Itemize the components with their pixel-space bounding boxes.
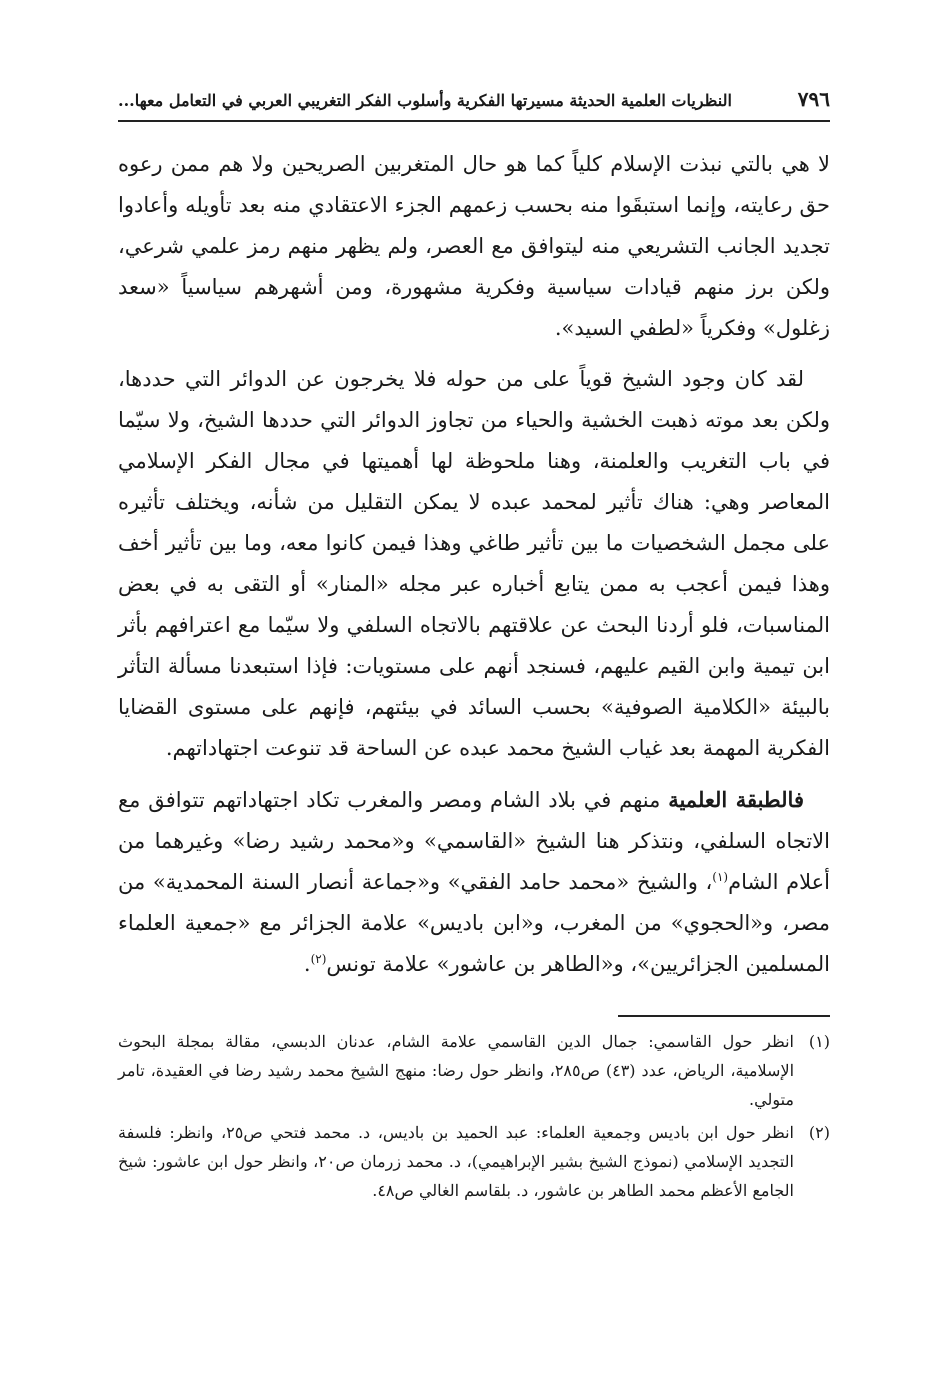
- footnote-ref-2[interactable]: (٢): [310, 952, 327, 966]
- running-title: النظريات العلمية الحديثة مسيرتها الفكرية وأسلوب الفكر التغريبي العربي في التعامل معها...: [118, 91, 732, 110]
- footnote-2: [118, 1118, 830, 1205]
- footnote-number: (١): [808, 1032, 830, 1051]
- paragraph-3: [118, 779, 830, 985]
- book-page: [118, 84, 830, 1209]
- paragraph-1: لا هي بالتي نبذت الإسلام كلياً كما هو حال المتغربين الصريحين ولا هم ممن رعوه حق رعايته، وإنما استبقَوا منه بحسب زعمهم الجزء الاعتقادي منه بعد تأويله وأعادوا تجديد الجانب التشريعي منه ليتوافق مع العصر، ولم يظهر منهم رمز علمي شرعي، ولكن برز منهم قيادات سياسية وفكرية مشهورة، ومن أشهرهم سياسياً «سعد زغلول» وفكرياً «لطفي السيد».: [118, 152, 830, 340]
- paragraph-3-bold-lead: فالطبقة العلمية: [668, 787, 804, 812]
- footnote-1: [118, 1027, 830, 1114]
- footnote-text: انظر حول ابن باديس وجمعية العلماء: عبد الحميد بن باديس، د. محمد فتحي ص٢٥، وانظر: فلسفة التجديد الإسلامي (نموذج الشيخ بشير الإبراهيمي)، د. محمد زرمان ص٢٠، وانظر حول ابن عاشور: شيخ الجامع الأعظم محمد الطاهر بن عاشور، د. بلقاسم الغالي ص٤٨.: [118, 1123, 794, 1200]
- paragraph-2: لقد كان وجود الشيخ قوياً على من حوله فلا يخرجون عن الدوائر التي حددها، ولكن بعد موته ذهبت الخشية والحياء من تجاوز الدوائر التي حددها الشيخ، ولا سيّما في باب التغريب والعلمنة، وهنا ملحوظة لها أهميتها في مجال الفكر الإسلامي المعاصر وهي: هناك تأثير لمحمد عبده لا يمكن التقليل من شأنه، ويختلف تأثيره على مجمل الشخصيات ما بين تأثير طاغي وهذا فيمن كانوا معه، وما بين تأثير أخف وهذا فيمن أعجب به ممن يتابع أخباره عبر مجله «المنار» أو التقى به في بعض المناسبات، فلو أردنا البحث عن علاقتهم بالاتجاه السلفي ولا سيّما مع اعترافهم بأثر ابن تيمية وابن القيم عليهم، فسنجد أنهم على مستويات: فإذا استبعدنا مسألة التأثر بالبيئة «الكلامية الصوفية» بحسب السائد في بيئتهم، فإنهم على مستوى القضايا الفكرية المهمة بعد غياب الشيخ محمد عبده عن الساحة قد تنوعت اجتهاداتهم.: [118, 367, 830, 760]
- footnote-ref-1[interactable]: (١): [712, 870, 729, 884]
- paragraph-3-end: .: [303, 952, 311, 976]
- running-header: [118, 84, 830, 122]
- footnotes: [118, 1027, 830, 1205]
- main-text: [118, 144, 830, 985]
- footnote-number: (٢): [808, 1123, 830, 1142]
- footnote-separator: [618, 1015, 830, 1017]
- footnote-text: انظر حول القاسمي: جمال الدين القاسمي علامة الشام، عدنان الدبسي، مقالة بمجلة البحوث الإسلامية، الرياض، عدد (٤٣) ص٢٨٥، وانظر حول رضا: منهج الشيخ محمد رشيد رضا في العقيدة، تامر متولي.: [118, 1032, 795, 1109]
- paragraph-3-text-part1: منهم في بلاد الشام ومصر والمغرب تكاد اجتهاداتهم تتوافق مع الاتجاه السلفي، ونتذكر هنا الشيخ «القاسمي» و«محمد رشيد رضا» وغيرهما من أعلام الشام: [118, 788, 830, 894]
- paragraph-3-text-part2: ، والشيخ «محمد حامد الفقي» و«جماعة أنصار السنة المحمدية» من مصر، و«الحجوي» من المغرب، و«ابن باديس» علامة الجزائر مع «جمعية العلماء المسلمين الجزائريين»، و«الطاهر بن عاشور» علامة تونس: [118, 870, 830, 976]
- page-number: ٧٩٦: [797, 87, 830, 111]
